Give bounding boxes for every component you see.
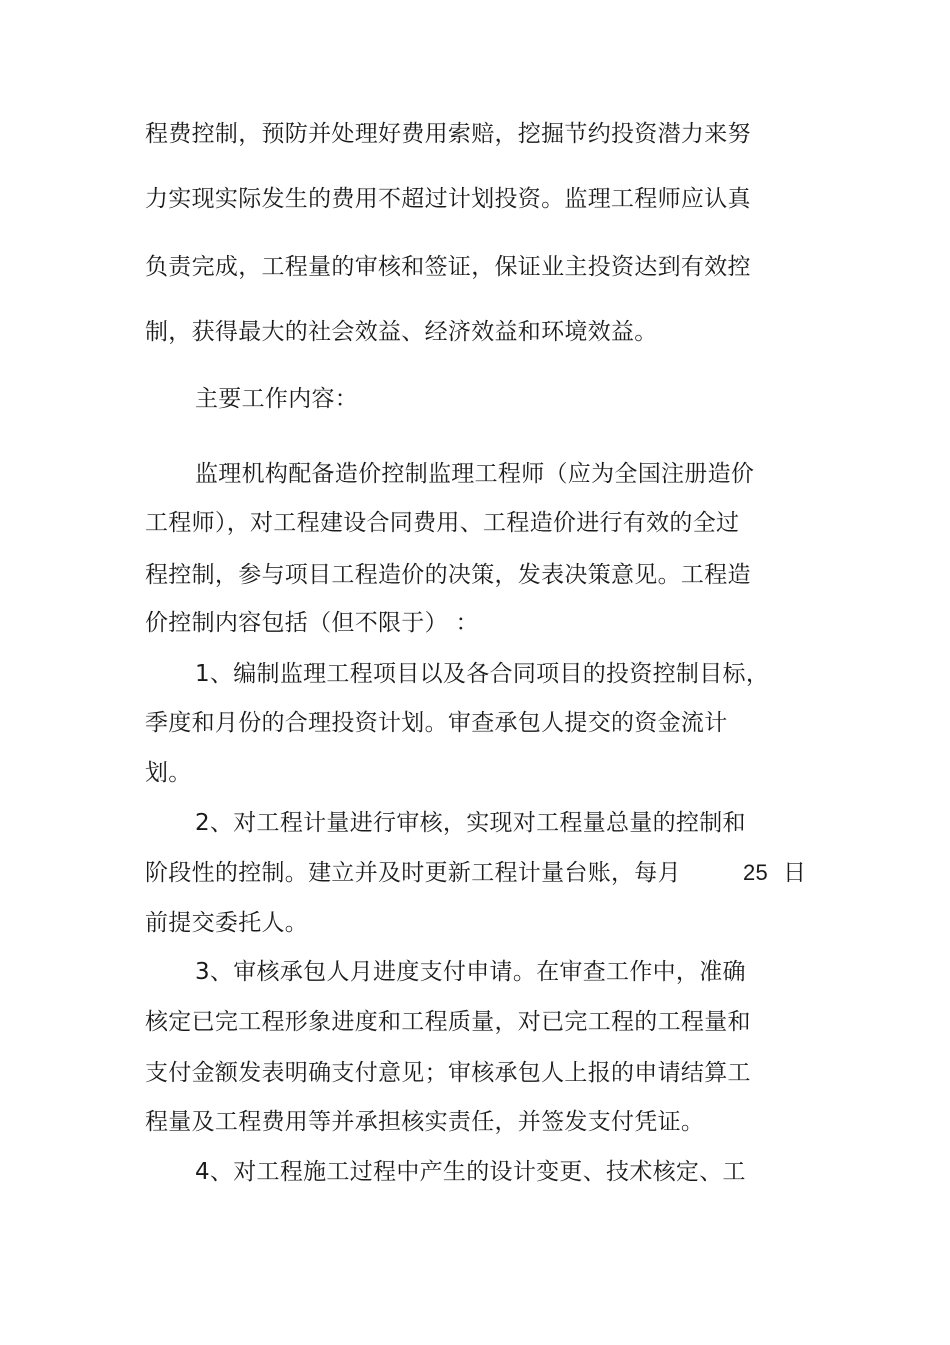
list-item-3-line-3: 支付金额发表明确支付意见；审核承包人上报的申请结算工 [145, 1060, 751, 1086]
list-item-2-line-3: 前提交委托人。 [145, 910, 309, 936]
day-number: 25 [743, 860, 769, 885]
paragraph-line-2: 力实现实际发生的费用不超过计划投资。监理工程师应认真 [145, 186, 751, 212]
section-heading: 主要工作内容： [195, 386, 359, 412]
paragraph-line-4: 制，获得最大的社会效益、经济效益和环境效益。 [145, 319, 658, 345]
paragraph-line-5: 监理机构配备造价控制监理工程师（应为全国注册造价 [195, 461, 755, 487]
paragraph-line-1: 程费控制，预防并处理好费用索赔，挖掘节约投资潜力来努 [145, 121, 751, 147]
list-item-1-line-1: 1、编制监理工程项目以及各合同项目的投资控制目标， [195, 661, 770, 687]
list-item-2-line-1: 2、对工程计量进行审核，实现对工程量总量的控制和 [195, 810, 746, 836]
list-item-3-line-4: 程量及工程费用等并承担核实责任，并签发支付凭证。 [145, 1109, 705, 1135]
list-item-4-line-1: 4、对工程施工过程中产生的设计变更、技术核定、工 [195, 1159, 746, 1185]
list-item-3-line-1: 3、审核承包人月进度支付申请。在审查工作中，准确 [195, 959, 746, 985]
list-item-1-line-2: 季度和月份的合理投资计划。审查承包人提交的资金流计 [145, 710, 728, 736]
paragraph-line-7: 程控制，参与项目工程造价的决策，发表决策意见。工程造 [145, 562, 751, 588]
list-item-3-line-2: 核定已完工程形象进度和工程质量，对已完工程的工程量和 [145, 1009, 751, 1035]
paragraph-line-6: 工程师），对工程建设合同费用、工程造价进行有效的全过 [145, 510, 740, 536]
paragraph-line-3: 负责完成，工程量的审核和签证，保证业主投资达到有效控 [145, 254, 751, 280]
list-item-1-line-3: 划。 [145, 760, 192, 786]
list-item-2-line-2: 阶段性的控制。建立并及时更新工程计量台账，每月 [145, 860, 681, 886]
paragraph-line-8: 价控制内容包括（但不限于） ： [145, 610, 479, 636]
day-unit: 日 [783, 860, 807, 886]
